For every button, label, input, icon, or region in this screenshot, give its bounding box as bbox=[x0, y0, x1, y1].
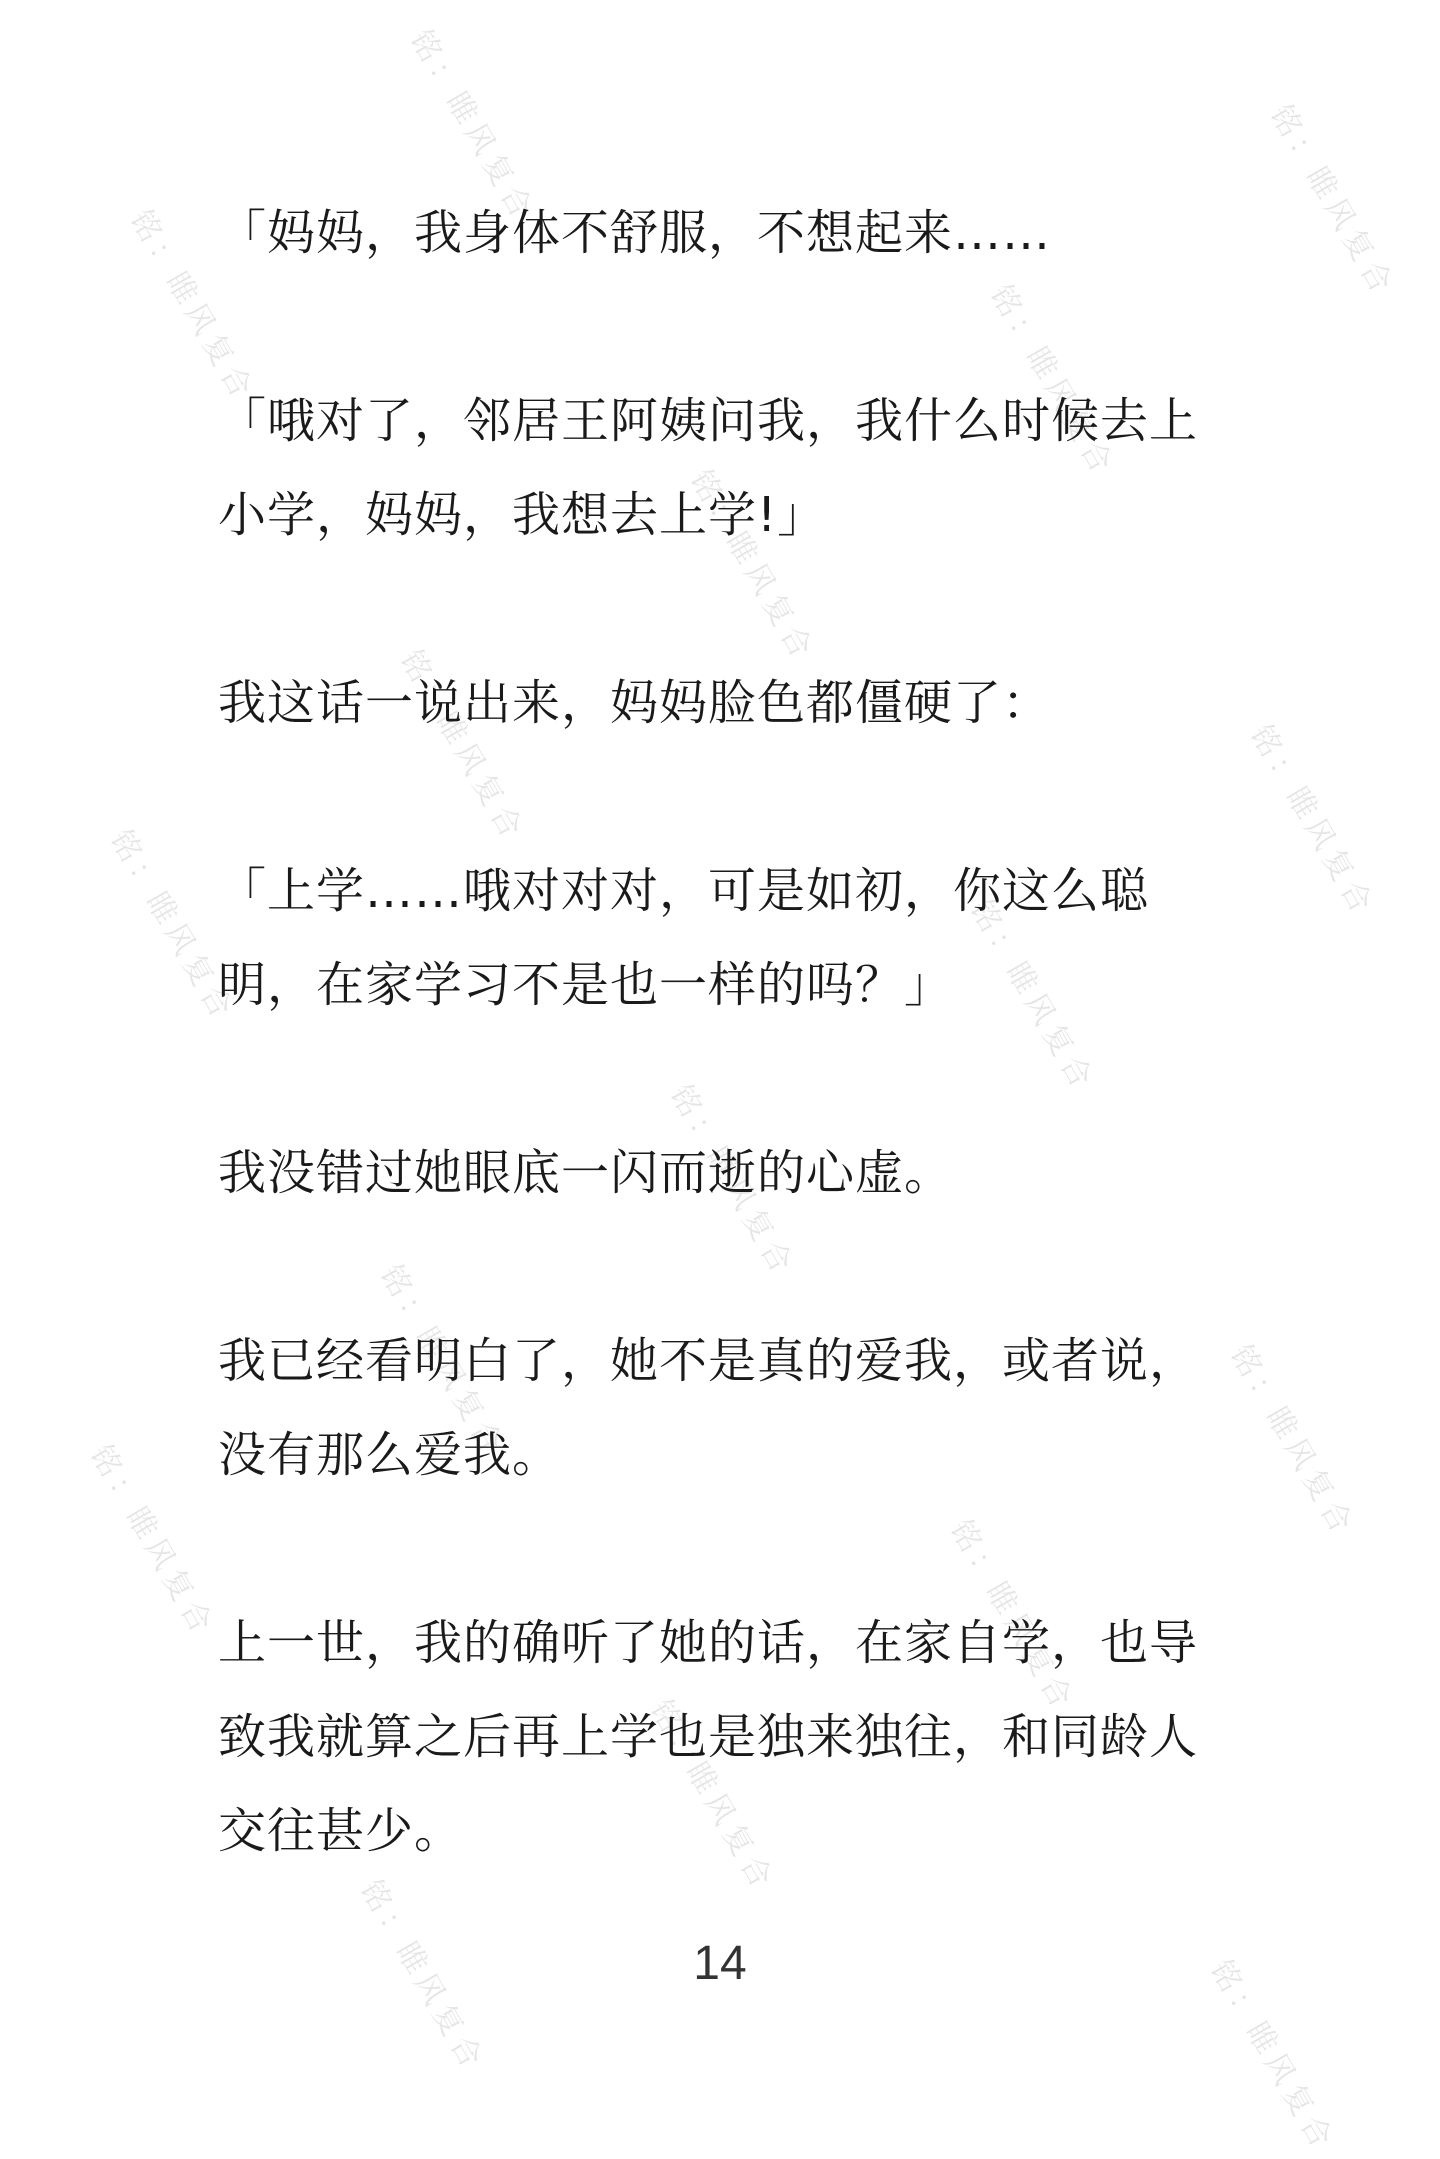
paragraph: 上一世，我的确听了她的话，在家自学，也导致我就算之后再上学也是独来独往，和同龄人交往甚少。 bbox=[218, 1615, 1199, 1859]
watermark: 铭：睢风复合 bbox=[1202, 1954, 1342, 2159]
watermark: 铭：睢风复合 bbox=[982, 279, 1122, 484]
paragraph: 我已经看明白了，她不是真的爱我，或者说，没有那么爱我。 bbox=[218, 1333, 1199, 1483]
watermark: 铭：睢风复合 bbox=[352, 1874, 492, 2079]
watermark: 铭：睢风复合 bbox=[682, 464, 822, 669]
watermark: 铭：睢风复合 bbox=[122, 204, 262, 409]
watermark: 铭：睢风复合 bbox=[642, 1694, 782, 1899]
paragraph: 我这话一说出来，妈妈脸色都僵硬了： bbox=[218, 675, 1052, 731]
body-text bbox=[218, 186, 1228, 1972]
watermark: 铭：睢风复合 bbox=[1222, 1339, 1362, 1544]
paragraph: 「哦对了，邻居王阿姨问我，我什么时候去上小学，妈妈，我想去上学!」 bbox=[218, 393, 1199, 543]
watermark: 铭：睢风复合 bbox=[82, 1439, 222, 1644]
watermark: 铭：睢风复合 bbox=[1242, 719, 1382, 924]
watermark: 铭：睢风复合 bbox=[662, 1079, 802, 1284]
watermark: 铭：睢风复合 bbox=[962, 894, 1102, 1099]
page-number: 14 bbox=[693, 1937, 747, 1990]
paragraph: 「妈妈，我身体不舒服，不想起来…… bbox=[218, 205, 1052, 261]
watermark: 铭：睢风复合 bbox=[102, 824, 242, 1029]
watermark: 铭：睢风复合 bbox=[402, 24, 542, 229]
watermark: 铭：睢风复合 bbox=[1262, 99, 1402, 304]
watermark: 铭：睢风复合 bbox=[392, 644, 532, 849]
paragraph: 「上学……哦对对对，可是如初，你这么聪明，在家学习不是也一样的吗？」 bbox=[218, 863, 1150, 1013]
watermark: 铭：睢风复合 bbox=[372, 1259, 512, 1464]
watermark: 铭：睢风复合 bbox=[942, 1514, 1082, 1719]
paragraph: 我没错过她眼底一闪而逝的心虚。 bbox=[218, 1145, 954, 1201]
